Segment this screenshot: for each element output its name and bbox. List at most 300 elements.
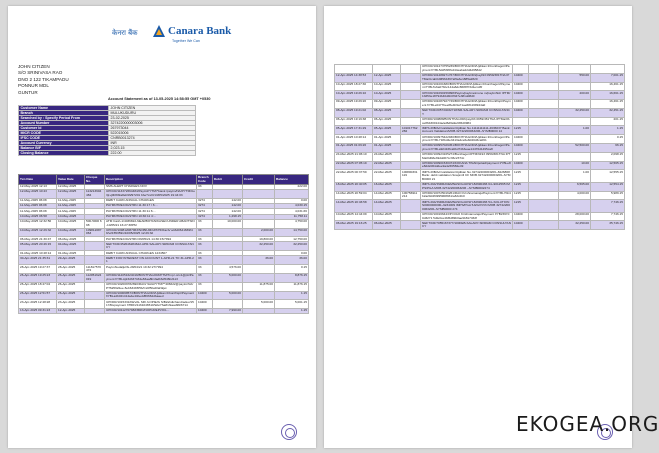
cell-txn: 14-Mar-2025 20:46:58 xyxy=(335,200,373,212)
cell-cr: 1.00 xyxy=(559,126,591,135)
cell-br: 10400 xyxy=(513,212,529,221)
cell-bal: 7,001.15 xyxy=(591,73,625,82)
bank-name: Canara Bank xyxy=(168,25,232,37)
cell-bal: 12,555.15 xyxy=(591,170,625,182)
statement-page-2 xyxy=(324,6,632,448)
table-header-row xyxy=(19,175,309,185)
cell-desc: UPI/DR/100901530474/KOKANA TINAI/ipolaid/payment f/YBLe8e8dd2d64ddee9a4e56584e49 xyxy=(422,160,511,169)
table-row xyxy=(19,228,309,237)
cell-br: 10400 xyxy=(513,100,529,109)
cell-desc: PaytmNodaljul/fs-28/04/21 19:32:27/7994 xyxy=(105,265,197,274)
cell-dr xyxy=(529,161,559,170)
cell-br: 1215 xyxy=(513,152,529,161)
cell-chq: 100756911 214 xyxy=(401,191,421,200)
cell-txn xyxy=(335,65,373,74)
cell-chq xyxy=(401,212,421,221)
cell-txn: 12-May-2025 12:13 xyxy=(19,185,57,190)
cell-desc: NEFT/CR/452646284622-APR-SALARY-SRIRAM CONSULTANCY xyxy=(105,242,197,251)
cell-val: 08-Apr-2025 xyxy=(373,108,401,117)
cell-cr: 11,875.00 xyxy=(243,282,275,291)
cell-cr xyxy=(559,152,591,161)
cell-txn: 22-Mar-2025 07:05:19 xyxy=(335,161,373,170)
cell-bal: 4,750.00 xyxy=(275,219,309,228)
cell-br: 33 xyxy=(197,251,213,256)
cell-br: 1215 xyxy=(513,191,529,200)
table-row xyxy=(19,291,309,300)
cell-chq xyxy=(85,256,105,265)
cell-desc: SMS ALERT CHARGES NOV xyxy=(105,185,197,190)
cell-cr: 28,000.00 xyxy=(559,212,591,221)
account-info-label: MICR CODE xyxy=(19,131,109,136)
cell-txn: 10-May-2025 06:58 xyxy=(19,214,57,219)
cell-bal: 222.00 xyxy=(275,185,309,190)
cell-val: 22-Mar-2025 xyxy=(373,161,401,170)
cell-val: 10-May-2025 xyxy=(57,214,85,219)
cell-txn: 06-May-2025 21:30:47 xyxy=(19,237,57,242)
cell-br: 33 xyxy=(197,282,213,291)
cell-bal: 35,746.15 xyxy=(591,221,625,230)
cell-bal: 16,461.15 xyxy=(591,82,625,91)
cell-br: 33 xyxy=(197,219,213,228)
cell-txn: 06-Apr-2025 19:19:38 xyxy=(335,117,373,126)
cell-br: 33 xyxy=(197,256,213,265)
account-info-value: 522015006 xyxy=(109,131,196,136)
cell-desc: PAYMNTRECIIGSTRN 11:30:17 / 6:... xyxy=(105,204,197,209)
cell-cr xyxy=(559,65,591,74)
cell-txn: 10-Mar-2025 14:44:09 xyxy=(335,212,373,221)
cell-bal: 2,098.15 xyxy=(591,152,625,161)
cell-chq xyxy=(401,91,421,100)
cell-desc: UPI/DR/101087927749/BONTHAGORI/Ujdikan thbontf/spt/Payment f/YBLe0477beef8e4b9a71ae681169944a0 xyxy=(422,99,511,108)
cell-txn: 30-Apr-2025 21:35:31 xyxy=(19,256,57,265)
table-row xyxy=(335,212,625,221)
cell-cr: 6,565.00 xyxy=(559,182,591,191)
cell-bal: 7,746.15 xyxy=(591,212,625,221)
cell-val: 01-Apr-2025 xyxy=(373,135,401,144)
cell-cr: 52,500.00 xyxy=(559,144,591,153)
column-header: Branch Code xyxy=(197,175,213,185)
cell-br: 1215 xyxy=(513,182,529,191)
transactions-table-page-2 xyxy=(334,64,625,230)
account-info-label: Branch xyxy=(19,111,109,116)
cell-txn: 22-Mar-2025 00:37:59 xyxy=(335,170,373,182)
column-header: Value Date xyxy=(57,175,85,185)
address-line: GUNTUR xyxy=(18,89,38,95)
cell-bal: 4,031.66 xyxy=(275,209,309,214)
cell-dr xyxy=(213,300,243,309)
address-line: PONNUR MDL xyxy=(18,83,49,89)
cell-bal: 16,661.15 xyxy=(591,91,625,100)
cell-br: 33 xyxy=(197,228,213,237)
cell-dr: 142.00 xyxy=(213,209,243,214)
cell-dr xyxy=(529,100,559,109)
cell-cr: 5,000.00 xyxy=(243,300,275,309)
cell-desc: NEFT/CR/7055167377/100FEB-SALARY-SRIRAM CONSULTANCY xyxy=(422,220,511,229)
cell-val: 10-May-2025 xyxy=(57,228,85,237)
table-row xyxy=(335,182,625,191)
bank-seal-icon xyxy=(281,424,297,440)
cell-cr xyxy=(559,200,591,212)
table-row xyxy=(335,73,625,82)
cell-chq: 111817570 472 xyxy=(85,265,105,274)
cell-br: 3274 xyxy=(197,204,213,209)
cell-val: 01-May-2025 xyxy=(57,251,85,256)
cell-dr xyxy=(529,200,559,212)
cell-chq xyxy=(85,291,105,300)
cell-txn: 01-Apr-2025 01:09:26 xyxy=(335,144,373,153)
cell-br: 10400 xyxy=(197,300,213,309)
cell-desc: UPI/CR/100068573/BONTHAGORI/Ujdikan thbontf/spt/Payment f/YBLa4b021414a4e44bedd56664dbaaed xyxy=(105,291,197,300)
cell-desc: UPI/CR/100166443/PI RAO Krishnamaraju/Payment f/YBL567d0d3271 5dfe0ce4bf6d89b0ae9b817463f xyxy=(421,212,513,221)
cell-desc: UPI/CR/101001680/BONTHAGORI/Ujdikan thbonthagori/Payment f/YBLTe6a07bbc144a6dc86887f3d1e1d3f xyxy=(421,82,513,91)
cell-desc: PAYMNTRECIIGSTRN 11:30:11 6:... xyxy=(105,209,197,214)
cell-chq xyxy=(401,200,421,212)
cell-br: 33 xyxy=(197,265,213,274)
cell-val: 23-Apr-2025 xyxy=(57,300,85,309)
cell-bal xyxy=(591,65,625,74)
cell-br: 3274 xyxy=(197,209,213,214)
cell-br: 10400 xyxy=(513,108,529,117)
cell-val: 12-Apr-2025 xyxy=(57,309,85,314)
cell-desc: NEFT/CR/205734032718/NR-SALARY-SRIRAM CONSULTANCY xyxy=(421,108,513,117)
account-info-label: IFSC CODE xyxy=(19,136,109,141)
table-row xyxy=(335,100,625,109)
cell-desc: IMPS-RIB/A/c/validation/Ujdikan No.32742200063206~8226868 Bank: debit validation Snapmill CF MOB.32742200063206~SYMB0000 21 xyxy=(421,170,513,182)
column-header: Debit xyxy=(213,175,243,185)
cell-desc: UPI/CR/113372664484/PaytmPYTM/*biank /paytm/NA/PYTM/Ue3j/+j0bf9f2a8eb9f297201 bbe?csO/13/05/2025 19:44:03 xyxy=(106,189,196,198)
cell-chq xyxy=(85,282,105,291)
cell-chq: 109812087 063 xyxy=(85,228,105,237)
cell-desc: DEBIT CARD ANNUAL CHARGES 1234567 xyxy=(105,251,197,256)
cell-br: 33 xyxy=(197,237,213,242)
cell-desc: IMPS-RAVINDRAVEMNASOL/AKSH-82690466 54~SOLUTIONS0000000000~9234009 IMPS/PGA 5J2GXVVN MOB 327422000063206~SYMB0000 274 xyxy=(421,200,513,212)
watermark-text: EKOGEA.ORG xyxy=(516,412,659,436)
cell-dr xyxy=(529,221,559,230)
cell-br: 33 xyxy=(197,274,213,283)
account-info-value: JOHN CITIZEN xyxy=(109,106,196,111)
table-row xyxy=(19,309,309,314)
cell-chq xyxy=(401,182,421,191)
cell-txn: 06-Mar-2025 19:16:25 xyxy=(335,221,373,230)
cell-bal: 7,746.15 xyxy=(591,200,625,212)
cell-cr xyxy=(243,219,275,228)
table-row xyxy=(335,91,625,100)
cell-desc: PAYMNTRECIIGSTRN 10:30:11 4:... xyxy=(105,214,197,219)
cell-br: 10400 xyxy=(513,221,529,230)
cell-dr xyxy=(213,282,243,291)
table-row xyxy=(335,170,625,182)
cell-br xyxy=(513,117,529,126)
cell-bal: 0.15 xyxy=(591,135,625,144)
cell-bal: 16,461.15 xyxy=(591,100,625,109)
cell-br: 10400 xyxy=(197,291,213,300)
cell-cr: 32,250.00 xyxy=(243,242,275,251)
table-row xyxy=(335,152,625,161)
cell-br: 10400 xyxy=(513,161,529,170)
cell-dr xyxy=(529,212,559,221)
table-row xyxy=(335,161,625,170)
account-info-row xyxy=(19,151,196,156)
column-header: Balance xyxy=(275,175,309,185)
cell-bal: 14,750.00 xyxy=(275,228,309,237)
cell-cr xyxy=(243,274,275,283)
cell-val xyxy=(373,65,401,74)
cell-cr: 1.00 xyxy=(559,170,591,182)
cell-txn: 10-Apr-2025 18:27:30 xyxy=(335,82,373,91)
table-row xyxy=(335,108,625,117)
cell-val: 24-Mar-2025 xyxy=(373,152,401,161)
cell-val: 10-Mar-2025 xyxy=(373,212,401,221)
cell-val: 06-Mar-2025 xyxy=(373,221,401,230)
cell-cr xyxy=(243,309,275,314)
cell-val: 11-May-2025 xyxy=(57,204,85,209)
cell-chq xyxy=(401,152,421,161)
cell-br: 10400 xyxy=(513,144,529,153)
cell-cr: 32,250.00 xyxy=(559,108,591,117)
column-header: Cheque No. xyxy=(85,175,105,185)
cell-br: 10400 xyxy=(197,309,213,314)
cell-br xyxy=(197,190,213,199)
cell-dr xyxy=(529,170,559,182)
cell-chq xyxy=(401,82,421,91)
cell-chq xyxy=(401,221,421,230)
table-row xyxy=(335,200,625,212)
cell-cr: 550.00 xyxy=(559,73,591,82)
cell-txn: 10-May-2025 12:29:32 xyxy=(19,228,57,237)
cell-bal xyxy=(275,190,309,199)
account-info-label: Searched by : Specify Period From xyxy=(19,116,109,121)
cell-dr: 5,000.00 xyxy=(213,274,243,283)
cell-txn: 18-Mar-2025 20:40:05 xyxy=(335,182,373,191)
cell-bal: 1.15 xyxy=(275,291,309,300)
cell-val: 16-Mar-2025 xyxy=(373,182,401,191)
address-line: S/O SRINIVASA RAO xyxy=(18,70,63,76)
cell-br: 33 xyxy=(197,242,213,251)
cell-dr xyxy=(529,65,559,74)
cell-chq: 100800331 119 xyxy=(401,170,421,182)
table-row xyxy=(335,65,625,74)
account-info-label: Customer Id xyxy=(19,126,109,131)
cell-desc: UPI/DR/100975422930/BONTHAGORI/Ujdikan thbonthagori/Payment f/YBL718bd4e3413a4ce6e8d40d3ca061 xyxy=(421,135,513,144)
cell-br: 1215 xyxy=(513,126,529,135)
cell-val: 26-Apr-2025 xyxy=(57,274,85,283)
cell-txn: 01-May-2025 10:48:14 xyxy=(19,251,57,256)
cell-txn: 09-Apr-2025 19:29:20 xyxy=(335,100,373,109)
cell-br xyxy=(513,65,529,74)
cell-dr xyxy=(529,144,559,153)
cell-desc: IMPS-RAVINDRAVEMNASOL/AKSH-82690466 64~9012565 IMPS/PGA MOB.32742200063206 ~SYMB0002274 xyxy=(421,182,513,191)
table-row xyxy=(335,144,625,153)
cell-br: 3274 xyxy=(197,198,213,203)
cell-br: 10400 xyxy=(513,91,529,100)
account-info-value: 2,023.15 xyxy=(109,146,196,151)
cell-txn: 11-May-2025 06:08 xyxy=(19,198,57,203)
cell-dr xyxy=(529,108,559,117)
account-info-value: INR xyxy=(109,141,196,146)
bank-hindi-name: केनरा बैंक xyxy=(112,29,138,37)
table-row xyxy=(19,282,309,291)
cell-br: 10400 xyxy=(513,135,529,144)
cell-desc: DEBIT FOR INTEREST ON ACCOUNT 1-APR-21 TO 31-APR-21 xyxy=(105,256,197,265)
cell-dr: 7,990.00 xyxy=(213,309,243,314)
cell-val: 11-May-2025 xyxy=(57,198,85,203)
table-row xyxy=(19,242,309,251)
address-line: DNO 2 122 TIKAMPADU xyxy=(18,76,69,82)
cell-desc: UPI/DR/100888/BONTHAGORI/payt93 0959/381TNA IPTMa/0bce864300144a/ad6d6a9e9b5d0984 xyxy=(421,117,513,126)
cell-txn: 12-May-2025 10:43 xyxy=(19,190,57,199)
column-header: Txn Date xyxy=(19,175,57,185)
cell-bal: 0.00 xyxy=(275,198,309,203)
cell-br: 1215 xyxy=(513,170,529,182)
cell-val: 14-Mar-2025 xyxy=(373,200,401,212)
cell-val: 22-Mar-2025 xyxy=(373,170,401,182)
cell-chq: 500-5000 698 xyxy=(85,219,105,228)
cell-cr: 2,000.00 xyxy=(243,228,275,237)
cell-dr xyxy=(529,91,559,100)
cell-desc: UPI/CR/101090159998/Paytm/paytmetmone m/paytmNA/ IPTM/1b653e18794b40d4b0f347e381dd8d0 xyxy=(421,91,513,100)
cell-val: 26-Apr-2025 xyxy=(57,291,85,300)
cell-txn: 14-Mar-2025 20:59:04 xyxy=(335,191,373,200)
cell-bal: 11,758.11 xyxy=(275,214,309,219)
cell-txn: 05-Apr-2025 17:31:29 xyxy=(335,126,373,135)
account-info-value: 23-02-2025 xyxy=(109,116,196,121)
cell-val: 04-May-2025 xyxy=(57,242,85,251)
account-info-label: Account Currency xyxy=(19,141,109,146)
cell-chq xyxy=(401,135,421,144)
cell-dr: 142.00 xyxy=(213,198,243,203)
table-row xyxy=(335,135,625,144)
cell-txn: 05-May-2025 20:46:15 xyxy=(19,242,57,251)
cell-bal: 11,876.15 xyxy=(275,282,309,291)
table-row xyxy=(19,190,309,199)
cell-bal: 32,250.00 xyxy=(275,242,309,251)
cell-chq xyxy=(401,117,421,126)
cell-dr xyxy=(529,117,559,126)
cell-txn: 10-May-2025 12:32:56 xyxy=(19,219,57,228)
cell-val: 12-Apr-2025 xyxy=(373,73,401,82)
cell-bal: 201.15 xyxy=(591,117,625,126)
cell-cr xyxy=(559,100,591,109)
cell-cr xyxy=(243,265,275,274)
cell-bal: 12,554.15 xyxy=(591,182,625,191)
cell-desc: DEBIT CARD ANNUAL CHARGES xyxy=(105,198,197,203)
cell-chq: 113213904 484 xyxy=(85,190,105,199)
cell-txn: 23-Apr-2025 12:48:28 xyxy=(19,300,57,309)
cell-br: 1215 xyxy=(513,200,529,212)
address-line: JOHN CITIZEN xyxy=(18,64,50,69)
cell-bal: 66.15 xyxy=(591,144,625,153)
account-info-label: Balance B/F xyxy=(19,146,109,151)
cell-cr xyxy=(559,135,591,144)
table-row xyxy=(19,300,309,309)
cell-cr: 32,250.00 xyxy=(559,221,591,230)
cell-txn: 24-Mar-2025 21:06:10 xyxy=(335,152,373,161)
cell-txn: 13-Apr-2025 09:31:23 xyxy=(19,309,57,314)
cell-chq: 112051624 019 xyxy=(85,274,105,283)
cell-txn: 11-May-2025 06:08 xyxy=(19,209,57,214)
cell-desc: UPI/DR/100957029451/BONTHAGORI/Ujdikan thbonthagori/Payment f/YBLa92416fca6bd74b3eae14476d1495ca8 xyxy=(421,144,513,153)
cell-chq xyxy=(401,73,421,82)
cell-bal: 12,750.00 xyxy=(275,237,309,242)
cell-br: 3274 xyxy=(197,214,213,219)
cell-val: 10-Apr-2025 xyxy=(373,91,401,100)
cell-cr xyxy=(243,291,275,300)
cell-val: 05-Apr-2025 xyxy=(373,126,401,135)
account-info-value: 222.00 xyxy=(109,151,196,156)
cell-br: 10400 xyxy=(513,73,529,82)
account-info-value: CNRB0013274 xyxy=(109,136,196,141)
cell-chq xyxy=(401,161,421,170)
cell-bal: 5,001.15 xyxy=(275,300,309,309)
cell-cr: 19,800.00 xyxy=(243,237,275,242)
cell-desc: UPI/CR/102009782690/RAO/ 9AGPYTM/**406622@paytm/NA/PTM/6922ee 8eb634b5f5b/Cs6f5bwRaNkjet xyxy=(105,282,197,291)
cell-dr xyxy=(213,190,243,199)
statement-page-1 xyxy=(8,6,316,448)
cell-val: 29-Apr-2025 xyxy=(57,256,85,265)
cell-txn: 26-Apr-2025 19:25:23 xyxy=(19,274,57,283)
cell-val: 06-Apr-2025 xyxy=(373,117,401,126)
cell-dr xyxy=(213,256,243,265)
cell-bal: 12,565.15 xyxy=(591,161,625,170)
account-info-label: Customer Name xyxy=(19,106,109,111)
cell-desc: UPI/CR/109812087063/NOBIUM/UPI/HDFacb/ a43d0641669f49/v21553591/10/05/2025 12:29:32 xyxy=(105,228,197,237)
cell-cr xyxy=(243,190,275,199)
cell-chq xyxy=(85,309,105,314)
cell-txn: 08-Apr-2025 19:21:02 xyxy=(335,108,373,117)
cell-desc: UPI/DR/101288271767/BONTHAGORI/payt93 0959/381TNA IPTMa/Ucab0d9f964397af6a3e1885a2820 xyxy=(421,73,513,82)
cell-dr: 1,298.15 xyxy=(213,214,243,219)
column-header: Description xyxy=(105,175,197,185)
cell-dr: 10,000.00 xyxy=(213,219,243,228)
cell-val: 10-Apr-2025 xyxy=(373,82,401,91)
cell-bal: 0.00 xyxy=(275,251,309,256)
cell-val: 14-Mar-2025 xyxy=(373,191,401,200)
cell-val: 06-May-2025 xyxy=(57,237,85,242)
cell-txn: 28-Apr-2025 19:27:37 xyxy=(19,265,57,274)
cell-cr: 4,000.00 xyxy=(559,191,591,200)
canara-triangle-icon xyxy=(152,24,166,38)
cell-val: 01-Apr-2025 xyxy=(373,144,401,153)
cell-dr xyxy=(213,228,243,237)
cell-chq xyxy=(85,300,105,309)
cell-cr xyxy=(559,117,591,126)
cell-bal: 4,030.15 xyxy=(275,204,309,209)
cell-bal: 8,876.15 xyxy=(275,274,309,283)
table-row xyxy=(335,82,625,91)
bank-logo xyxy=(112,21,232,49)
cell-dr xyxy=(529,126,559,135)
account-info-label: Account Number xyxy=(19,121,109,126)
cell-desc: UPI/CR/1011270798/FBRD/NOPUREPVO/L... xyxy=(105,309,197,314)
table-row xyxy=(19,256,309,265)
account-info-value: 3274220000003006 xyxy=(109,121,196,126)
cell-txn: 11-May-2025 06:08 xyxy=(19,204,57,209)
cell-br: 10400 xyxy=(513,82,529,91)
cell-dr: 142.00 xyxy=(213,204,243,209)
account-info-value: 267973044 xyxy=(109,126,196,131)
cell-chq: 101017762 282 xyxy=(401,126,421,135)
cell-val: 12-May-2025 xyxy=(57,190,85,199)
statement-title: Account Statement as of 13-05-2025 14:58:55 GMT +0530 xyxy=(108,97,211,101)
cell-bal: 1.15 xyxy=(275,309,309,314)
cell-dr: 4,576.00 xyxy=(213,265,243,274)
cell-desc: IMPS-RIB/A/c/validation/Ujdikan No.11111111111-4636037 Bank: Account Validation/MOB.32742200063206~SYMB0000 14 xyxy=(421,126,513,135)
table-row xyxy=(19,219,309,228)
cell-cr: 10.00 xyxy=(559,161,591,170)
cell-chq xyxy=(85,242,105,251)
cell-dr xyxy=(529,73,559,82)
cell-bal: 32,451.15 xyxy=(591,108,625,117)
